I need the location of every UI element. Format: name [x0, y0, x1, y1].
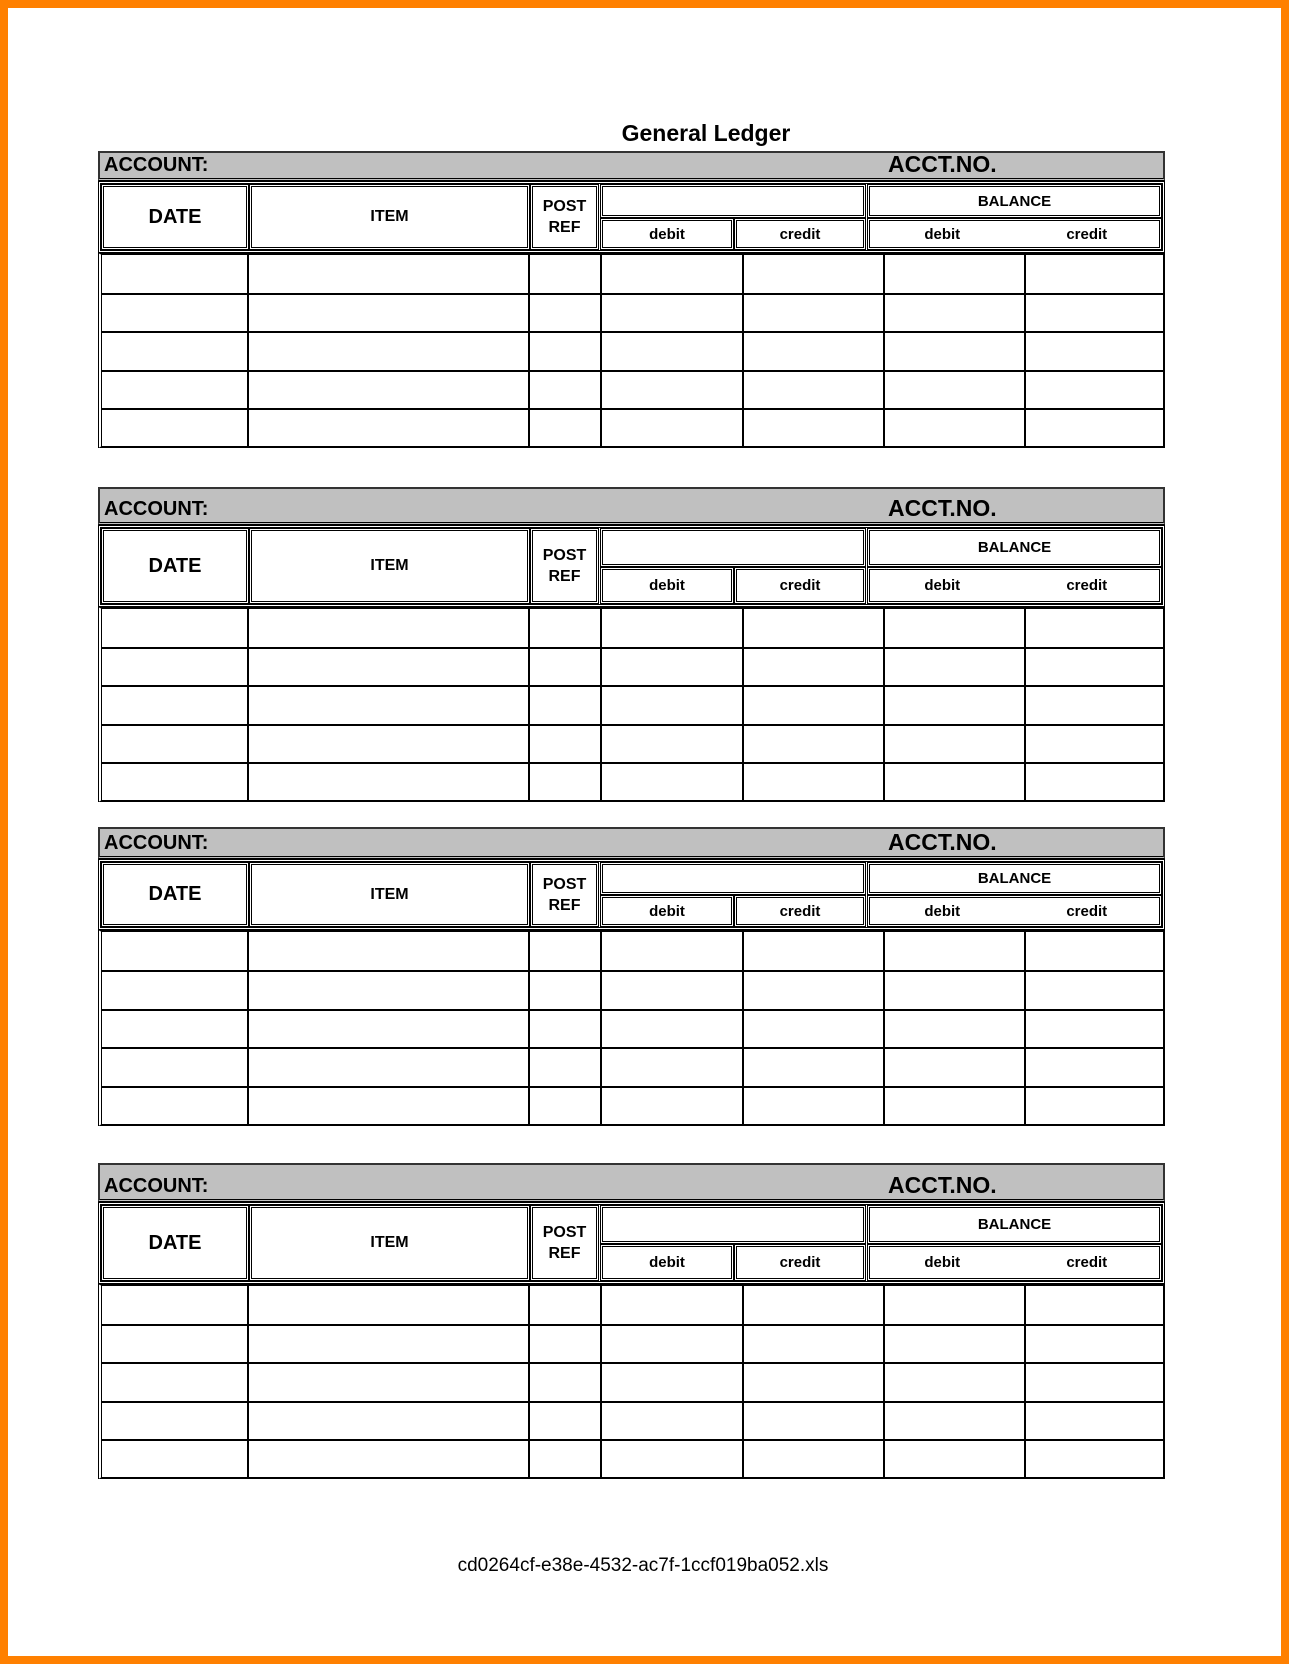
cell-divider	[1024, 726, 1026, 764]
header-balance-sub	[867, 895, 1162, 927]
cell-divider	[600, 609, 602, 647]
cell-divider	[600, 1286, 602, 1324]
ledger-block	[98, 1163, 1165, 1479]
cell-divider	[883, 687, 885, 725]
cell-divider	[883, 1326, 885, 1364]
cell-divider	[528, 1088, 530, 1126]
ledger-row[interactable]	[102, 1047, 1163, 1087]
cell-divider	[247, 1286, 249, 1324]
cell-divider	[883, 1364, 885, 1402]
ledger-row[interactable]	[102, 370, 1163, 410]
cell-divider	[528, 255, 530, 293]
cell-divider	[1024, 649, 1026, 687]
ref-label: REF	[548, 219, 581, 236]
cell-divider	[528, 1364, 530, 1402]
cell-divider	[247, 1326, 249, 1364]
cell-divider	[528, 609, 530, 647]
header-balance	[867, 528, 1162, 567]
debit-label: debit	[649, 902, 685, 920]
ref-label: REF	[548, 1245, 581, 1262]
cell-divider	[600, 1364, 602, 1402]
ledger-row[interactable]	[102, 762, 1163, 802]
balance-credit-label: credit	[1066, 225, 1108, 243]
cell-divider	[600, 295, 602, 333]
balance-credit-label: credit	[1066, 902, 1108, 920]
cell-divider	[883, 609, 885, 647]
date-label: DATE	[148, 883, 202, 905]
header-date	[101, 528, 249, 604]
balance-debit-label: debit	[924, 577, 961, 594]
cell-divider	[883, 410, 885, 448]
header-amount-group	[600, 1205, 866, 1244]
header-item	[249, 184, 530, 250]
acct-no-label: ACCT.NO.	[888, 829, 997, 855]
cell-divider	[742, 295, 744, 333]
header-balance-sub	[867, 567, 1162, 604]
cell-divider	[883, 1403, 885, 1441]
cell-divider	[742, 726, 744, 764]
cell-divider	[742, 764, 744, 802]
cell-divider	[600, 1011, 602, 1049]
cell-divider	[742, 649, 744, 687]
ledger-row[interactable]	[102, 331, 1163, 371]
item-label: ITEM	[370, 557, 409, 574]
cell-divider	[247, 333, 249, 371]
cell-divider	[600, 410, 602, 448]
date-label: DATE	[148, 554, 202, 577]
header-amount-group	[600, 184, 866, 218]
balance-label: BALANCE	[977, 1216, 1052, 1233]
header-item	[249, 862, 530, 927]
account-bar	[98, 1163, 1165, 1202]
balance-debit-label: debit	[924, 225, 961, 243]
column-header	[98, 181, 1165, 253]
cell-divider	[883, 1011, 885, 1049]
cell-divider	[600, 687, 602, 725]
cell-divider	[742, 1011, 744, 1049]
balance-debit-label: debit	[924, 1254, 961, 1271]
cell-divider	[883, 1088, 885, 1126]
cell-divider	[247, 972, 249, 1010]
account-label: ACCOUNT:	[104, 1175, 209, 1197]
bal-credit	[1015, 903, 1160, 920]
credit-label: credit	[779, 225, 821, 243]
cell-divider	[883, 649, 885, 687]
balance-label: BALANCE	[977, 539, 1052, 556]
header-post-ref	[530, 528, 599, 604]
cell-divider	[528, 333, 530, 371]
ref-label: REF	[548, 896, 581, 914]
file-name-footer: cd0264cf-e38e-4532-ac7f-1ccf019ba052.xls	[457, 1555, 829, 1576]
cell-divider	[742, 1441, 744, 1479]
ledger-row[interactable]	[102, 1009, 1163, 1049]
cell-divider	[528, 410, 530, 448]
balance-debit-label: debit	[924, 902, 961, 920]
cell-divider	[600, 1403, 602, 1441]
cell-divider	[1024, 1364, 1026, 1402]
header-item	[249, 528, 530, 604]
acct-no-label: ACCT.NO.	[888, 1172, 997, 1198]
cell-divider	[247, 1441, 249, 1479]
header-credit	[734, 895, 866, 927]
ledger-block	[98, 487, 1165, 802]
ledger-row[interactable]	[102, 970, 1163, 1010]
debit-label: debit	[649, 1254, 685, 1271]
cell-divider	[742, 1286, 744, 1324]
cell-divider	[600, 932, 602, 970]
cell-divider	[528, 649, 530, 687]
item-label: ITEM	[370, 1234, 409, 1251]
header-credit	[734, 218, 866, 250]
account-label: ACCOUNT:	[104, 498, 209, 520]
ledger-row[interactable]	[102, 1086, 1163, 1126]
ledger-row[interactable]	[102, 1324, 1163, 1364]
header-balance-sub	[867, 218, 1162, 250]
post-label: POST	[542, 875, 587, 893]
cell-divider	[742, 1049, 744, 1087]
header-balance	[867, 862, 1162, 895]
cell-divider	[883, 1441, 885, 1479]
balance-label: BALANCE	[977, 870, 1052, 887]
cell-divider	[528, 726, 530, 764]
cell-divider	[883, 333, 885, 371]
cell-divider	[883, 726, 885, 764]
cell-divider	[528, 295, 530, 333]
cell-divider	[883, 764, 885, 802]
header-credit	[734, 567, 866, 604]
header-date	[101, 862, 249, 927]
header-balance-sub	[867, 1244, 1162, 1281]
bal-debit	[870, 226, 1015, 243]
cell-divider	[742, 255, 744, 293]
cell-divider	[742, 1403, 744, 1441]
cell-divider	[600, 333, 602, 371]
cell-divider	[247, 410, 249, 448]
cell-divider	[742, 333, 744, 371]
item-label: ITEM	[370, 208, 409, 225]
cell-divider	[600, 1326, 602, 1364]
ledger-row[interactable]	[102, 408, 1163, 448]
cell-divider	[600, 372, 602, 410]
ledger-block	[98, 827, 1165, 1126]
cell-divider	[247, 726, 249, 764]
header-amount-group	[600, 862, 866, 895]
cell-divider	[528, 764, 530, 802]
cell-divider	[247, 255, 249, 293]
cell-divider	[883, 255, 885, 293]
header-date	[101, 1205, 249, 1281]
bal-debit	[870, 903, 1015, 920]
cell-divider	[528, 1286, 530, 1324]
cell-divider	[600, 972, 602, 1010]
cell-divider	[600, 1088, 602, 1126]
header-credit	[734, 1244, 866, 1281]
cell-divider	[742, 932, 744, 970]
cell-divider	[742, 1326, 744, 1364]
ledger-rows	[98, 930, 1165, 1126]
header-post-ref	[530, 184, 599, 250]
cell-divider	[1024, 1011, 1026, 1049]
cell-divider	[1024, 1286, 1026, 1324]
cell-divider	[1024, 687, 1026, 725]
ledger-rows	[98, 1284, 1165, 1479]
ledger-row[interactable]	[102, 293, 1163, 333]
cell-divider	[1024, 932, 1026, 970]
ledger-row[interactable]	[102, 1362, 1163, 1402]
header-post-ref	[530, 862, 599, 927]
post-label: POST	[542, 1224, 587, 1241]
acct-no-label: ACCT.NO.	[888, 151, 997, 177]
balance-credit-label: credit	[1066, 577, 1108, 594]
cell-divider	[1024, 372, 1026, 410]
credit-label: credit	[779, 1254, 821, 1271]
cell-divider	[883, 932, 885, 970]
ledger-row[interactable]	[102, 1401, 1163, 1441]
cell-divider	[1024, 410, 1026, 448]
cell-divider	[1024, 1403, 1026, 1441]
cell-divider	[247, 609, 249, 647]
cell-divider	[528, 372, 530, 410]
header-post-ref	[530, 1205, 599, 1281]
cell-divider	[883, 372, 885, 410]
cell-divider	[742, 972, 744, 1010]
cell-divider	[247, 295, 249, 333]
ledger-row[interactable]	[102, 255, 1163, 293]
header-balance	[867, 184, 1162, 218]
cell-divider	[528, 1403, 530, 1441]
cell-divider	[1024, 295, 1026, 333]
item-label: ITEM	[370, 885, 409, 903]
ledger-rows	[98, 253, 1165, 448]
cell-divider	[600, 255, 602, 293]
balance-credit-label: credit	[1066, 1254, 1108, 1271]
cell-divider	[247, 1011, 249, 1049]
cell-divider	[247, 687, 249, 725]
ledger-block	[98, 151, 1165, 448]
date-label: DATE	[148, 205, 202, 228]
cell-divider	[528, 687, 530, 725]
cell-divider	[883, 1049, 885, 1087]
cell-divider	[247, 932, 249, 970]
cell-divider	[742, 1088, 744, 1126]
page-title: General Ledger	[621, 120, 791, 146]
ledger-row[interactable]	[102, 724, 1163, 764]
cell-divider	[247, 1364, 249, 1402]
header-item	[249, 1205, 530, 1281]
cell-divider	[247, 1403, 249, 1441]
bal-credit	[1015, 577, 1160, 594]
ref-label: REF	[548, 568, 581, 585]
cell-divider	[1024, 1088, 1026, 1126]
cell-divider	[1024, 764, 1026, 802]
cell-divider	[247, 372, 249, 410]
debit-label: debit	[649, 225, 685, 243]
column-header	[98, 525, 1165, 607]
cell-divider	[1024, 1441, 1026, 1479]
cell-divider	[528, 1049, 530, 1087]
cell-divider	[528, 932, 530, 970]
bal-debit	[870, 1254, 1015, 1271]
cell-divider	[247, 649, 249, 687]
cell-divider	[1024, 972, 1026, 1010]
account-label: ACCOUNT:	[104, 154, 209, 176]
account-bar	[98, 151, 1165, 181]
header-date	[101, 184, 249, 250]
ledger-row[interactable]	[102, 647, 1163, 687]
cell-divider	[528, 1326, 530, 1364]
cell-divider	[742, 1364, 744, 1402]
credit-label: credit	[779, 577, 821, 594]
cell-divider	[600, 764, 602, 802]
account-bar	[98, 487, 1165, 525]
header-balance	[867, 1205, 1162, 1244]
column-header	[98, 1202, 1165, 1284]
ledger-row[interactable]	[102, 1286, 1163, 1324]
ledger-row[interactable]	[102, 932, 1163, 970]
cell-divider	[883, 1286, 885, 1324]
account-bar	[98, 827, 1165, 859]
cell-divider	[600, 1049, 602, 1087]
debit-label: debit	[649, 577, 685, 594]
header-amount-group	[600, 528, 866, 567]
cell-divider	[528, 1441, 530, 1479]
ledger-row[interactable]	[102, 685, 1163, 725]
cell-divider	[247, 1088, 249, 1126]
cell-divider	[247, 764, 249, 802]
credit-label: credit	[779, 902, 821, 920]
post-label: POST	[542, 198, 587, 215]
ledger-row[interactable]	[102, 1439, 1163, 1479]
cell-divider	[742, 372, 744, 410]
ledger-row[interactable]	[102, 609, 1163, 647]
account-label: ACCOUNT:	[104, 832, 209, 854]
cell-divider	[600, 649, 602, 687]
header-debit	[600, 895, 734, 927]
cell-divider	[1024, 255, 1026, 293]
post-label: POST	[542, 547, 587, 564]
date-label: DATE	[148, 1231, 202, 1254]
cell-divider	[247, 1049, 249, 1087]
cell-divider	[742, 687, 744, 725]
cell-divider	[528, 972, 530, 1010]
acct-no-label: ACCT.NO.	[888, 495, 997, 521]
cell-divider	[1024, 333, 1026, 371]
cell-divider	[1024, 1049, 1026, 1087]
cell-divider	[528, 1011, 530, 1049]
header-debit	[600, 567, 734, 604]
cell-divider	[883, 972, 885, 1010]
column-header	[98, 859, 1165, 930]
cell-divider	[883, 295, 885, 333]
cell-divider	[1024, 1326, 1026, 1364]
cell-divider	[742, 609, 744, 647]
ledger-rows	[98, 607, 1165, 802]
cell-divider	[742, 410, 744, 448]
bal-credit	[1015, 1254, 1160, 1271]
cell-divider	[1024, 609, 1026, 647]
bal-debit	[870, 577, 1015, 594]
bal-credit	[1015, 226, 1160, 243]
balance-label: BALANCE	[977, 192, 1052, 210]
cell-divider	[600, 1441, 602, 1479]
header-debit	[600, 1244, 734, 1281]
header-debit	[600, 218, 734, 250]
cell-divider	[600, 726, 602, 764]
